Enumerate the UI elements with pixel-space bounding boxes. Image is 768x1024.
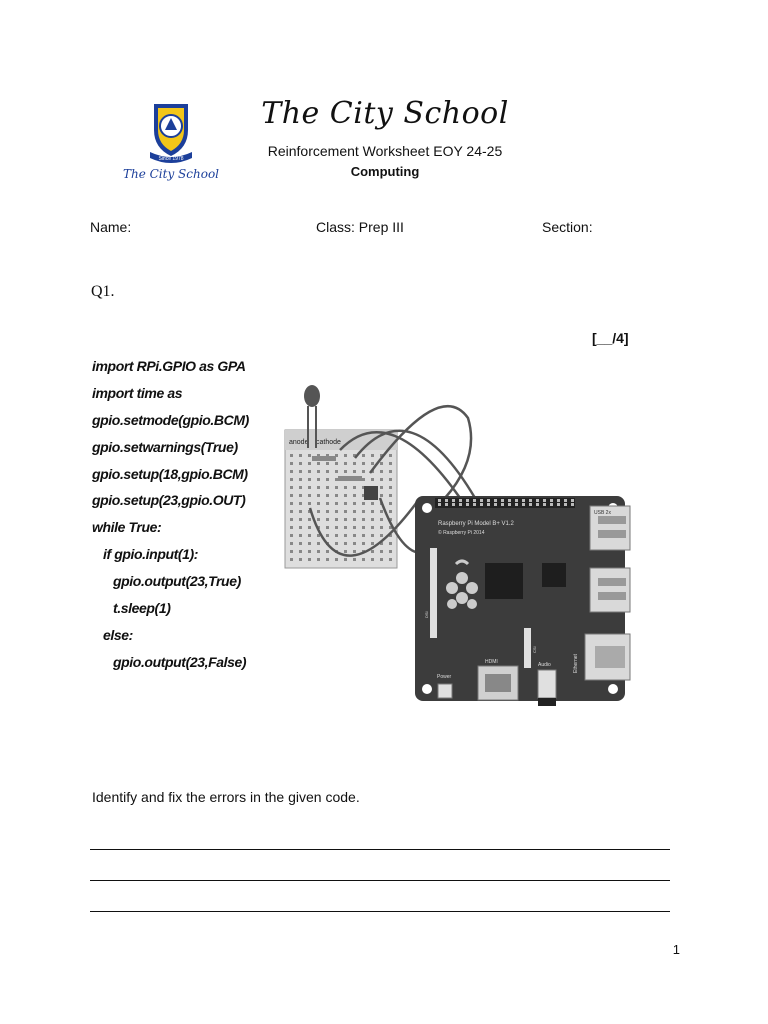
svg-text:CSI: CSI bbox=[532, 646, 537, 653]
breadboard-hole bbox=[335, 502, 338, 505]
page-number: 1 bbox=[672, 942, 680, 957]
breadboard-hole bbox=[326, 478, 329, 481]
code-line: gpio.setup(18,gpio.BCM) bbox=[92, 465, 248, 482]
breadboard-hole bbox=[308, 518, 311, 521]
breadboard-hole bbox=[335, 478, 338, 481]
code-line: import RPi.GPIO as GPA bbox=[92, 358, 246, 374]
breadboard-hole bbox=[299, 542, 302, 545]
breadboard-hole bbox=[389, 502, 392, 505]
breadboard-hole bbox=[389, 462, 392, 465]
breadboard-hole bbox=[389, 494, 392, 497]
breadboard-hole bbox=[353, 462, 356, 465]
breadboard-hole bbox=[299, 518, 302, 521]
breadboard-hole bbox=[362, 462, 365, 465]
breadboard-hole bbox=[344, 470, 347, 473]
gpio-pin bbox=[550, 503, 553, 506]
gpio-pin bbox=[508, 503, 511, 506]
breadboard-hole bbox=[317, 542, 320, 545]
instruction-text: Identify and fix the errors in the given code. bbox=[92, 789, 360, 805]
breadboard-hole bbox=[371, 454, 374, 457]
gpio-pin bbox=[571, 503, 574, 506]
breadboard-hole bbox=[389, 510, 392, 513]
breadboard-hole bbox=[299, 478, 302, 481]
breadboard-hole bbox=[380, 462, 383, 465]
breadboard-hole bbox=[389, 470, 392, 473]
breadboard-hole bbox=[317, 502, 320, 505]
svg-text:© Raspberry Pi 2014: © Raspberry Pi 2014 bbox=[438, 530, 485, 536]
breadboard-hole bbox=[353, 550, 356, 553]
gpio-pin bbox=[480, 503, 483, 506]
breadboard-hole bbox=[290, 518, 293, 521]
breadboard-hole bbox=[326, 486, 329, 489]
gpio-pin bbox=[522, 503, 525, 506]
breadboard-hole bbox=[299, 558, 302, 561]
breadboard-hole bbox=[326, 502, 329, 505]
breadboard-hole bbox=[389, 558, 392, 561]
breadboard-hole bbox=[317, 550, 320, 553]
breadboard-hole bbox=[353, 510, 356, 513]
svg-text:The City School: The City School bbox=[122, 167, 220, 181]
code-line: gpio.setup(23,gpio.OUT) bbox=[92, 492, 246, 509]
breadboard-hole bbox=[371, 462, 374, 465]
gpio-pin bbox=[501, 499, 504, 502]
resistor bbox=[312, 456, 336, 461]
svg-text:Audio: Audio bbox=[538, 662, 551, 668]
class-label: Class: Prep III bbox=[316, 219, 404, 235]
breadboard-hole bbox=[317, 510, 320, 513]
breadboard-hole bbox=[308, 470, 311, 473]
gpio-pin bbox=[466, 503, 469, 506]
breadboard-hole bbox=[299, 470, 302, 473]
breadboard-hole bbox=[362, 534, 365, 537]
breadboard-hole bbox=[308, 478, 311, 481]
breadboard-hole bbox=[389, 486, 392, 489]
gpio-pin bbox=[452, 499, 455, 502]
breadboard-hole bbox=[362, 454, 365, 457]
gpio-pin bbox=[564, 499, 567, 502]
gpio-pin bbox=[438, 499, 441, 502]
gpio-pin bbox=[445, 503, 448, 506]
usb-chip bbox=[542, 563, 566, 587]
breadboard-hole bbox=[308, 534, 311, 537]
breadboard-hole bbox=[344, 454, 347, 457]
breadboard-hole bbox=[299, 494, 302, 497]
breadboard-hole bbox=[290, 478, 293, 481]
gpio-pin bbox=[445, 499, 448, 502]
resistor bbox=[338, 476, 362, 481]
breadboard-hole bbox=[335, 542, 338, 545]
breadboard-hole bbox=[308, 486, 311, 489]
breadboard-hole bbox=[380, 534, 383, 537]
breadboard-hole bbox=[344, 518, 347, 521]
breadboard-hole bbox=[353, 542, 356, 545]
breadboard-hole bbox=[299, 550, 302, 553]
gpio-pin bbox=[494, 503, 497, 506]
breadboard-hole bbox=[326, 550, 329, 553]
breadboard-hole bbox=[326, 510, 329, 513]
breadboard-hole bbox=[299, 534, 302, 537]
breadboard-hole bbox=[299, 510, 302, 513]
breadboard-hole bbox=[353, 534, 356, 537]
breadboard-hole bbox=[380, 550, 383, 553]
breadboard-hole bbox=[353, 558, 356, 561]
breadboard-hole bbox=[290, 510, 293, 513]
breadboard-hole bbox=[299, 502, 302, 505]
gpio-pin bbox=[459, 503, 462, 506]
gpio-pin bbox=[494, 499, 497, 502]
breadboard-hole bbox=[344, 486, 347, 489]
answer-line[interactable] bbox=[90, 849, 670, 850]
breadboard-hole bbox=[290, 502, 293, 505]
breadboard-hole bbox=[380, 526, 383, 529]
breadboard-hole bbox=[290, 558, 293, 561]
breadboard-hole bbox=[335, 510, 338, 513]
breadboard-hole bbox=[380, 510, 383, 513]
csi-connector bbox=[524, 628, 531, 668]
breadboard-hole bbox=[362, 478, 365, 481]
breadboard-hole bbox=[326, 462, 329, 465]
breadboard-hole bbox=[362, 558, 365, 561]
breadboard-hole bbox=[317, 462, 320, 465]
dsi-connector bbox=[430, 548, 437, 638]
breadboard-hole bbox=[380, 494, 383, 497]
breadboard-hole bbox=[290, 470, 293, 473]
svg-text:cathode: cathode bbox=[316, 439, 341, 446]
breadboard-hole bbox=[299, 486, 302, 489]
breadboard-hole bbox=[335, 526, 338, 529]
circuit-diagram bbox=[280, 378, 640, 708]
breadboard-hole bbox=[344, 510, 347, 513]
breadboard-hole bbox=[389, 550, 392, 553]
cpu-chip bbox=[485, 563, 523, 599]
power-port bbox=[437, 674, 452, 698]
breadboard-hole bbox=[290, 534, 293, 537]
breadboard-hole bbox=[344, 502, 347, 505]
breadboard-hole bbox=[362, 518, 365, 521]
breadboard-hole bbox=[317, 486, 320, 489]
gpio-pin bbox=[543, 499, 546, 502]
breadboard-hole bbox=[344, 462, 347, 465]
breadboard-hole bbox=[344, 558, 347, 561]
breadboard-hole bbox=[317, 494, 320, 497]
breadboard-hole bbox=[371, 502, 374, 505]
breadboard-hole bbox=[353, 470, 356, 473]
breadboard-hole bbox=[371, 510, 374, 513]
breadboard-hole bbox=[290, 486, 293, 489]
code-line: gpio.setwarnings(True) bbox=[92, 438, 238, 455]
breadboard-hole bbox=[389, 542, 392, 545]
gpio-pin bbox=[529, 499, 532, 502]
crest-icon bbox=[118, 96, 224, 186]
gpio-pin bbox=[536, 499, 539, 502]
breadboard-hole bbox=[290, 494, 293, 497]
breadboard-hole bbox=[299, 454, 302, 457]
breadboard-hole bbox=[308, 494, 311, 497]
breadboard-hole bbox=[344, 550, 347, 553]
gpio-pin bbox=[466, 499, 469, 502]
gpio-pin bbox=[515, 503, 518, 506]
raspberry-pi-board bbox=[415, 496, 630, 706]
code-line: import time as bbox=[92, 384, 183, 401]
subject-title: Computing bbox=[350, 164, 420, 179]
school-title: The City School bbox=[261, 96, 509, 131]
breadboard-hole bbox=[371, 550, 374, 553]
usb-port bbox=[590, 506, 630, 550]
code-block bbox=[92, 353, 292, 676]
svg-text:HDMI: HDMI bbox=[485, 659, 498, 665]
breadboard-hole bbox=[335, 470, 338, 473]
breadboard-hole bbox=[344, 526, 347, 529]
gpio-pin bbox=[536, 503, 539, 506]
svg-text:DSI: DSI bbox=[424, 611, 429, 618]
breadboard-hole bbox=[326, 558, 329, 561]
svg-text:anode: anode bbox=[289, 439, 309, 446]
code-line: t.sleep(1) bbox=[113, 600, 171, 617]
answer-line[interactable] bbox=[90, 911, 670, 912]
gpio-pin bbox=[529, 503, 532, 506]
gpio-pin bbox=[571, 499, 574, 502]
breadboard-hole bbox=[344, 542, 347, 545]
gpio-pin bbox=[550, 499, 553, 502]
breadboard-hole bbox=[290, 542, 293, 545]
gpio-pin bbox=[452, 503, 455, 506]
breadboard-hole bbox=[317, 558, 320, 561]
answer-line[interactable] bbox=[90, 880, 670, 881]
breadboard-hole bbox=[317, 518, 320, 521]
breadboard-hole bbox=[308, 454, 311, 457]
school-logo bbox=[118, 96, 224, 186]
breadboard-hole bbox=[344, 494, 347, 497]
breadboard-hole bbox=[326, 470, 329, 473]
breadboard-hole bbox=[335, 486, 338, 489]
breadboard-hole bbox=[362, 542, 365, 545]
gpio-pin bbox=[543, 503, 546, 506]
svg-text:Since 1978: Since 1978 bbox=[158, 156, 184, 162]
gpio-pin bbox=[438, 503, 441, 506]
breadboard-hole bbox=[371, 478, 374, 481]
breadboard-hole bbox=[380, 478, 383, 481]
gpio-pin bbox=[473, 499, 476, 502]
gpio-pin bbox=[459, 499, 462, 502]
breadboard-hole bbox=[290, 550, 293, 553]
breadboard-hole bbox=[326, 494, 329, 497]
breadboard-hole bbox=[362, 526, 365, 529]
breadboard-hole bbox=[317, 478, 320, 481]
breadboard-hole bbox=[353, 494, 356, 497]
svg-text:Power: Power bbox=[437, 674, 452, 680]
breadboard-hole bbox=[308, 558, 311, 561]
gpio-pin bbox=[557, 503, 560, 506]
breadboard-hole bbox=[335, 518, 338, 521]
usb-port bbox=[590, 568, 630, 612]
code-line: while True: bbox=[92, 519, 162, 536]
breadboard-hole bbox=[335, 558, 338, 561]
breadboard-hole bbox=[308, 526, 311, 529]
gpio-pin bbox=[508, 499, 511, 502]
breadboard-hole bbox=[371, 518, 374, 521]
worksheet-title: Reinforcement Worksheet EOY 24-25 bbox=[267, 143, 503, 159]
breadboard-hole bbox=[362, 502, 365, 505]
breadboard-hole bbox=[389, 478, 392, 481]
breadboard-hole bbox=[290, 454, 293, 457]
breadboard-hole bbox=[290, 526, 293, 529]
breadboard-hole bbox=[353, 526, 356, 529]
breadboard-hole bbox=[335, 462, 338, 465]
gpio-pin bbox=[473, 503, 476, 506]
breadboard-hole bbox=[353, 518, 356, 521]
svg-text:USB 2x: USB 2x bbox=[594, 510, 611, 516]
gpio-pin bbox=[564, 503, 567, 506]
breadboard-hole bbox=[371, 542, 374, 545]
breadboard-hole bbox=[308, 550, 311, 553]
code-line: gpio.setmode(gpio.BCM) bbox=[92, 411, 249, 428]
breadboard-hole bbox=[371, 558, 374, 561]
svg-text:Ethernet: Ethernet bbox=[573, 654, 579, 673]
breadboard-hole bbox=[308, 462, 311, 465]
breadboard-hole bbox=[344, 534, 347, 537]
code-line: if gpio.input(1): bbox=[103, 546, 199, 563]
breadboard-hole bbox=[326, 518, 329, 521]
push-button bbox=[364, 486, 378, 500]
breadboard-hole bbox=[326, 526, 329, 529]
breadboard-hole bbox=[353, 502, 356, 505]
breadboard-hole bbox=[353, 486, 356, 489]
breadboard-hole bbox=[380, 470, 383, 473]
section-label: Section: bbox=[542, 219, 593, 235]
gpio-pin bbox=[515, 499, 518, 502]
breadboard-hole bbox=[371, 534, 374, 537]
question-number: Q1. bbox=[91, 283, 115, 300]
breadboard-hole bbox=[290, 462, 293, 465]
gpio-pin bbox=[557, 499, 560, 502]
breadboard-hole bbox=[371, 526, 374, 529]
breadboard-hole bbox=[362, 510, 365, 513]
breadboard-hole bbox=[308, 542, 311, 545]
svg-text:Raspberry Pi Model B+ V1.2: Raspberry Pi Model B+ V1.2 bbox=[438, 521, 514, 527]
breadboard-hole bbox=[308, 502, 311, 505]
gpio-pin bbox=[487, 503, 490, 506]
breadboard-hole bbox=[389, 454, 392, 457]
breadboard-hole bbox=[299, 526, 302, 529]
gpio-pin bbox=[522, 499, 525, 502]
breadboard-hole bbox=[380, 486, 383, 489]
name-label: Name: bbox=[90, 219, 132, 235]
breadboard-hole bbox=[362, 470, 365, 473]
breadboard-hole bbox=[380, 518, 383, 521]
marks-box: [__/4] bbox=[592, 330, 629, 346]
breadboard-hole bbox=[335, 534, 338, 537]
gpio-pin bbox=[487, 499, 490, 502]
breadboard-hole bbox=[335, 494, 338, 497]
code-line: gpio.output(23,True) bbox=[113, 573, 241, 590]
gpio-pin bbox=[480, 499, 483, 502]
code-line: else: bbox=[103, 626, 133, 643]
code-line: gpio.output(23,False) bbox=[113, 653, 247, 670]
breadboard-hole bbox=[380, 558, 383, 561]
breadboard-hole bbox=[299, 462, 302, 465]
breadboard-hole bbox=[326, 534, 329, 537]
breadboard-hole bbox=[317, 470, 320, 473]
gpio-pin bbox=[501, 503, 504, 506]
